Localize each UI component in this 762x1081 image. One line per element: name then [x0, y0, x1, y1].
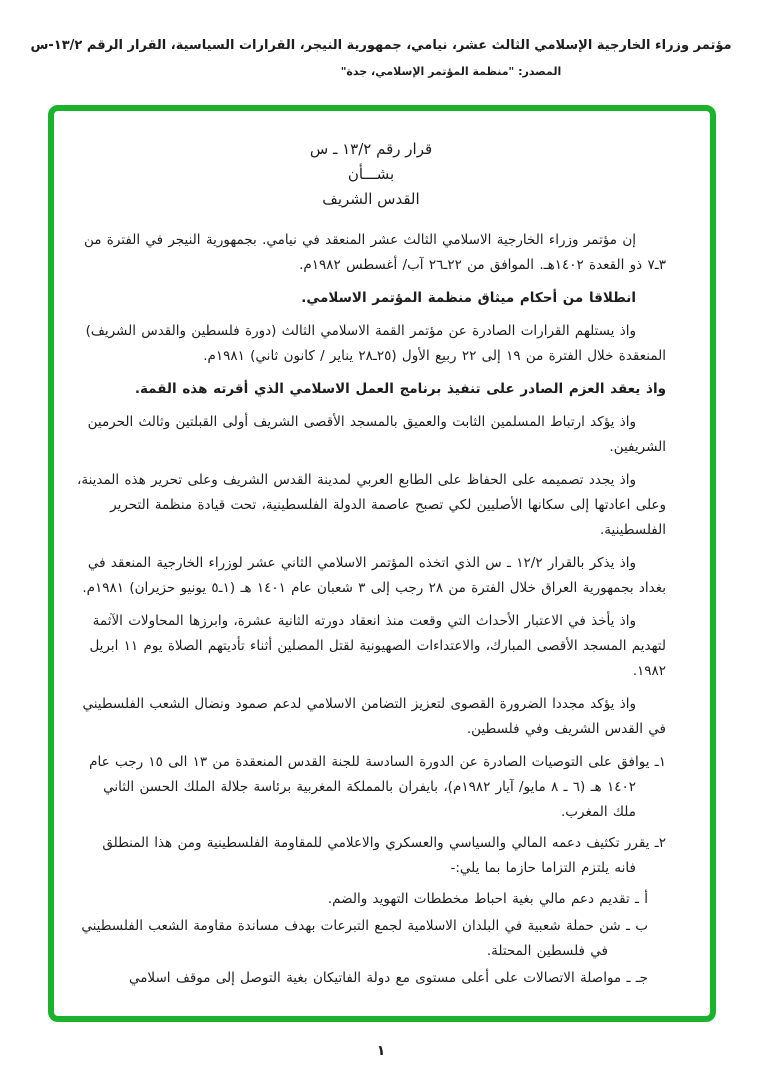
resolution-border-box — [48, 105, 716, 1022]
item-1-number: ١ـ — [654, 754, 666, 770]
decision-subitem-b — [76, 914, 666, 964]
subitem-a-letter: أ ـ — [635, 891, 648, 907]
item-2-text: يقرر تكثيف دعمه المالي والسياسي والعسكري والاعلامي للمقاومة الفلسطينية ومن هذا المنطلق فانه يلتزم التزاما حازما بما يلي:- — [102, 835, 650, 876]
preamble-paragraph: واذ يؤكد ارتباط المسلمين الثابت والعميق بالمسجد الأقصى الشريف أولى القبلتين وثالث الحرمين الشريفين. — [87, 414, 666, 455]
resolution-subject-title: القدس الشريف — [322, 190, 420, 208]
document-header — [0, 38, 762, 78]
resolution-title-block — [76, 137, 666, 212]
page-number: ١ — [376, 1043, 386, 1059]
preamble-paragraph: واذ يستلهم القرارات الصادرة عن مؤتمر القمة الاسلامي الثالث (دورة فلسطين والقدس الشريف) المنعقدة خلال الفترة من ١٩ إلى ٢٢ ربيع الأول (٢٥ـ٢٨ يناير / كانون ثاني) ١٩٨١م. — [85, 323, 666, 364]
subitem-b-text: شن حملة شعبية في البلدان الاسلامية لجمع التبرعات بهدف مساندة مقاومة الشعب الفلسطيني في فلسطين المحتلة. — [81, 918, 621, 959]
subitem-a-text: تقديم دعم مالي بغية احباط مخططات التهويد والضم. — [327, 891, 630, 907]
preamble-paragraph: واذ يجدد تصميمه على الحفاظ على الطابع العربي لمدينة القدس الشريف وعلى تحرير هذه المدينة، وعلى اعادتها إلى سكانها الأصليين لكي تصبح عاصمة الدولة الفلسطينية، تحت قيادة منظمة التحرير الفلسطينية. — [76, 472, 666, 538]
preamble-paragraph: انطلاقا من أحكام ميثاق منظمة المؤتمر الاسلامي. — [301, 290, 636, 306]
resolution-number-title: قرار رقم ١٣/٢ ـ س — [309, 140, 433, 158]
decision-item-2 — [76, 831, 666, 881]
subitem-c-text: مواصلة الاتصالات على أعلى مستوى مع دولة الفاتيكان بغية التوصل إلى موقف اسلامي — [128, 970, 622, 986]
decision-subitem-c — [76, 966, 666, 991]
decision-item-1 — [76, 750, 666, 825]
page-footer — [0, 1040, 762, 1059]
subitem-b-letter: ب ـ — [626, 918, 648, 934]
item-2-number: ٢ـ — [654, 835, 666, 851]
preamble-paragraph: واذ يعقد العزم الصادر على تنفيذ برنامج العمل الاسلامي الذي أقرته هذه القمة. — [134, 381, 666, 397]
subitem-c-letter: جـ ـ — [626, 970, 648, 986]
decision-subitem-a — [76, 887, 666, 912]
preamble-paragraph: واذ يذكر بالقرار ١٢/٢ ـ س الذي اتخذه المؤتمر الاسلامي الثاني عشر لوزراء الخارجية المنعقد في بغداد بجمهورية العراق خلال الفترة من ٢٨ رجب إلى ٣ شعبان عام ١٤٠١ هـ (١ـ٥ يونيو حزيران) ١٩٨١م. — [82, 555, 666, 596]
preamble-paragraph: واذ يؤكد مجددا الضرورة القصوى لتعزيز التضامن الاسلامي لدعم صمود ونضال الشعب الفلسطيني في القدس الشريف وفي فلسطين. — [82, 696, 666, 737]
item-1-text: يوافق على التوصيات الصادرة عن الدورة السادسة للجنة القدس المنعقدة من ١٣ الى ١٥ رجب عام ١٤٠٢ هـ (٦ ـ ٨ مايو/ آيار ١٩٨٢م)، بايفران بالمملكة المغربية برئاسة جلالة الملك الحسن الثاني ملك المغرب. — [89, 754, 650, 820]
preamble-paragraph: إن مؤتمر وزراء الخارجية الاسلامي الثالث عشر المنعقد في نيامي. بجمهورية النيجر في الفترة من ٣ـ٧ ذو القعدة ١٤٠٢هـ. الموافق من ٢٢ـ٢٦ آب/ أغسطس ١٩٨٢م. — [83, 232, 666, 273]
header-source: المصدر: "منظمة المؤتمر الإسلامي، جدة" — [340, 65, 562, 78]
header-citation: مؤتمر وزراء الخارجية الإسلامي الثالث عشر، نيامي، جمهورية النيجر، القرارات السياسية، القرار الرقم ١٣/٢-س — [30, 38, 732, 53]
resolution-subject-word: بشـــأن — [347, 165, 395, 183]
preamble-paragraph: واذ يأخذ في الاعتبار الأحداث التي وقعت منذ انعقاد دورته الثانية عشرة، وابرزها المحاولات الآثمة لتهديم المسجد الأقصى المبارك، والاعتداءات الصهيونية لقتل المصلين أثناء تأديتهم الصلاة يوم ١١ ابريل ١٩٨٢. — [89, 613, 666, 679]
